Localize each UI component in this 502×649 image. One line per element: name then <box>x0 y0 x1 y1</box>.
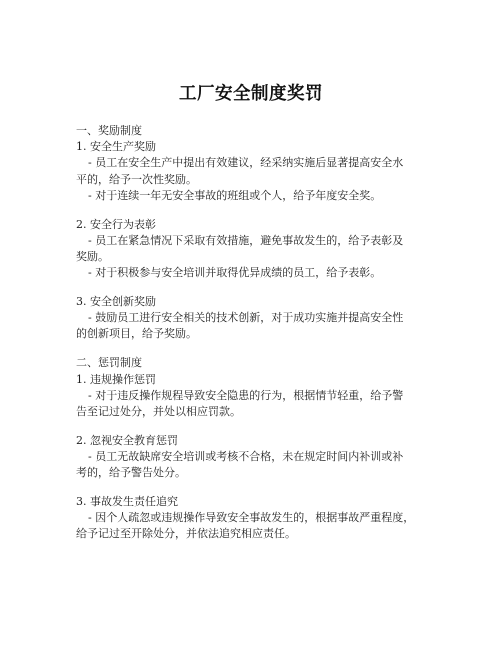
item-heading: 2. 安全行为表彰 <box>76 217 156 231</box>
item-heading: 2. 忽视安全教育惩罚 <box>76 433 178 447</box>
item-line: 平的，给予一次性奖励。 <box>76 172 197 186</box>
item-accident-liability <box>76 494 436 543</box>
section-rewards <box>76 123 436 342</box>
item-line: - 因个人疏忽或违规操作导致安全事故发生的，根据事故严重程度， <box>88 511 415 525</box>
item-violation-penalty <box>76 372 436 421</box>
item-line: - 员工无故缺席安全培训或考核不合格，未在规定时间内补训或补 <box>88 449 404 463</box>
document-body <box>76 123 436 542</box>
item-heading: 3. 安全创新奖励 <box>76 294 156 308</box>
item-line: 的创新项目，给予奖励。 <box>76 327 197 341</box>
item-heading: 3. 事故发生责任追究 <box>76 494 178 508</box>
item-line: - 员工在紧急情况下采取有效措施，避免事故发生的，给予表彰及 <box>88 233 404 247</box>
item-line: - 员工在安全生产中提出有效建议，经采纳实施后显著提高安全水 <box>88 156 404 170</box>
item-safety-innovation-reward <box>76 294 436 343</box>
item-line: 奖励。 <box>76 249 109 263</box>
item-line: 给予记过至开除处分，并依法追究相应责任。 <box>76 527 296 541</box>
item-heading: 1. 违规操作惩罚 <box>76 372 156 386</box>
item-line: - 鼓励员工进行安全相关的技术创新，对于成功实施并提高安全性 <box>88 311 404 325</box>
section-heading: 一、奖励制度 <box>76 124 142 137</box>
section-heading: 二、惩罚制度 <box>76 356 142 370</box>
document-title: 工厂安全制度奖罚 <box>179 84 323 104</box>
item-safety-behavior-commendation <box>76 217 436 282</box>
item-line: 考的，给予警告处分。 <box>76 466 186 480</box>
item-heading: 1. 安全生产奖励 <box>76 140 156 154</box>
item-neglect-education-penalty <box>76 433 436 482</box>
item-line: - 对于积极参与安全培训并取得优异成绩的员工，给予表彰。 <box>88 266 382 280</box>
item-safety-production-reward <box>76 139 436 204</box>
item-line: 告至记过处分，并处以相应罚款。 <box>76 405 241 419</box>
item-line: - 对于连续一年无安全事故的班组或个人，给予年度安全奖。 <box>88 188 382 202</box>
section-penalties <box>76 355 436 542</box>
item-line: - 对于违反操作规程导致安全隐患的行为，根据情节轻重，给予警 <box>88 388 404 402</box>
